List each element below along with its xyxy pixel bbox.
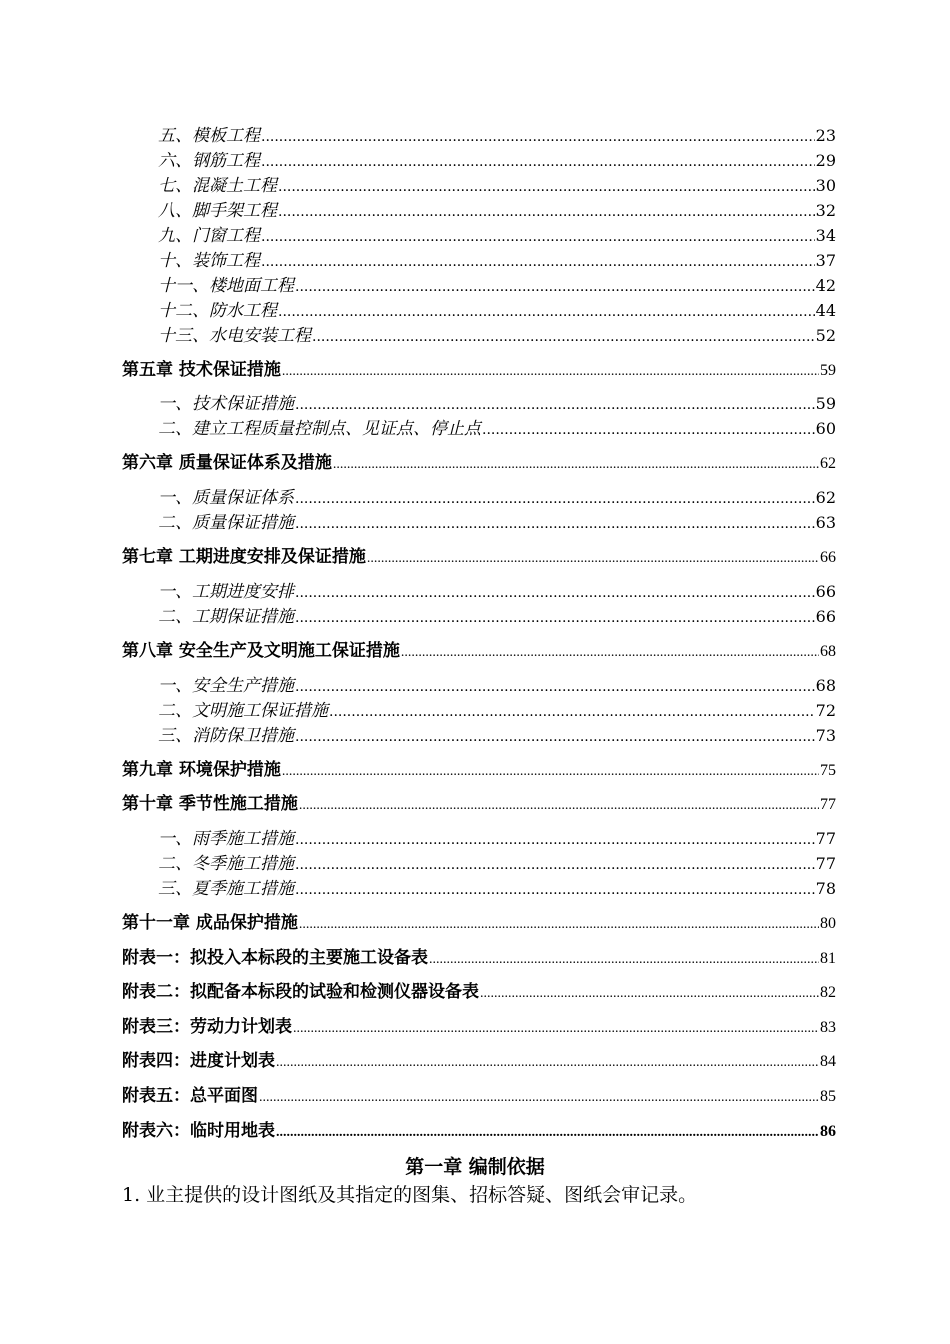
- toc-entry-page: 34: [815, 226, 836, 245]
- toc-entry-label: 附表六：临时用地表: [122, 1121, 275, 1141]
- toc-entry-label: 第八章 安全生产及文明施工保证措施: [122, 641, 400, 661]
- toc-entry-label: 一、工期进度安排: [158, 582, 294, 602]
- toc-leader-dots: [329, 700, 815, 724]
- toc-entry-page: 59: [815, 394, 836, 413]
- toc-entry-page: 42: [815, 276, 836, 295]
- toc-entry-page: 73: [815, 726, 836, 745]
- toc-leader-dots: [295, 512, 815, 536]
- toc-entry: [0, 580, 950, 605]
- toc-entry: [0, 1119, 950, 1145]
- toc-entry: [0, 299, 950, 324]
- toc-entry-label: 附表二：拟配备本标段的试验和检测仪器设备表: [122, 982, 479, 1002]
- toc-leader-dots: [261, 250, 815, 274]
- toc-entry-page: 59: [820, 362, 836, 379]
- toc-leader-dots: [299, 794, 819, 818]
- toc-entry: [0, 792, 950, 818]
- toc-entry: [0, 174, 950, 199]
- toc-entry: [0, 605, 950, 630]
- toc-entry: [0, 827, 950, 852]
- toc-entry-page: 80: [820, 915, 836, 932]
- toc-entry-label: 一、安全生产措施: [158, 676, 294, 696]
- toc-entry-label: 附表四：进度计划表: [122, 1051, 275, 1071]
- toc-entry-page: 44: [815, 301, 836, 320]
- toc-leader-dots: [295, 487, 815, 511]
- toc-leader-dots: [295, 675, 815, 699]
- toc-entry-label: 七、混凝土工程: [158, 176, 277, 196]
- toc-leader-dots: [276, 1121, 819, 1145]
- toc-entry-page: 81: [820, 950, 836, 967]
- toc-entry-label: 二、工期保证措施: [158, 607, 294, 627]
- toc-entry: [0, 124, 950, 149]
- toc-entry-label: 第九章 环境保护措施: [122, 760, 281, 780]
- toc-entry-page: 77: [815, 829, 836, 848]
- toc-leader-dots: [367, 547, 819, 571]
- toc-entry-page: 75: [820, 762, 836, 779]
- toc-entry-page: 29: [815, 151, 836, 170]
- toc-entry-label: 附表五：总平面图: [122, 1086, 258, 1106]
- toc-entry-label: 五、模板工程: [158, 126, 260, 146]
- toc-entry-page: 60: [815, 419, 836, 438]
- toc-entry: [0, 911, 950, 937]
- toc-entry-page: 62: [815, 488, 836, 507]
- toc-leader-dots: [259, 1086, 819, 1110]
- toc-entry-page: 68: [815, 676, 836, 695]
- toc-entry-page: 23: [815, 126, 836, 145]
- toc-entry-page: 32: [815, 201, 836, 220]
- toc-leader-dots: [299, 913, 819, 937]
- toc-entry: [0, 724, 950, 749]
- toc-entry-page: 86: [820, 1123, 836, 1140]
- toc-entry: [0, 274, 950, 299]
- toc-entry-label: 一、质量保证体系: [158, 488, 294, 508]
- toc-leader-dots: [295, 581, 815, 605]
- toc-entry-label: 第七章 工期进度安排及保证措施: [122, 547, 366, 567]
- toc-entry-label: 八、脚手架工程: [158, 201, 277, 221]
- toc-leader-dots: [261, 125, 815, 149]
- toc-entry: [0, 1015, 950, 1041]
- toc-entry-page: 52: [815, 326, 836, 345]
- list-item: 1. 业主提供的设计图纸及其指定的图集、招标答疑、图纸会审记录。: [122, 1184, 698, 1206]
- toc-entry-page: 66: [820, 549, 836, 566]
- toc-leader-dots: [261, 150, 815, 174]
- toc-entry-page: 62: [820, 455, 836, 472]
- toc-leader-dots: [482, 418, 815, 442]
- toc-entry-label: 十二、防水工程: [158, 301, 277, 321]
- toc-entry-page: 63: [815, 513, 836, 532]
- toc-entry-label: 二、文明施工保证措施: [158, 701, 328, 721]
- toc-entry: [0, 545, 950, 571]
- toc-leader-dots: [401, 641, 819, 665]
- toc-entry-label: 第五章 技术保证措施: [122, 360, 281, 380]
- toc-entry-label: 十一、楼地面工程: [158, 276, 294, 296]
- toc-leader-dots: [293, 1017, 819, 1041]
- toc-entry: [0, 392, 950, 417]
- toc-entry-page: 68: [820, 643, 836, 660]
- toc-entry-label: 第十一章 成品保护措施: [122, 913, 298, 933]
- toc-leader-dots: [278, 300, 815, 324]
- toc-entry-page: 77: [820, 796, 836, 813]
- toc-entry: [0, 980, 950, 1006]
- toc-entry-page: 72: [815, 701, 836, 720]
- toc-entry: [0, 877, 950, 902]
- toc-leader-dots: [333, 453, 819, 477]
- toc-entry: [0, 199, 950, 224]
- toc-entry-page: 82: [820, 984, 836, 1001]
- toc-leader-dots: [295, 606, 815, 630]
- toc-entry: [0, 639, 950, 665]
- toc-entry: [0, 324, 950, 349]
- toc-leader-dots: [295, 878, 815, 902]
- toc-leader-dots: [295, 275, 815, 299]
- toc-entry-label: 六、钢筋工程: [158, 151, 260, 171]
- toc-entry: [0, 946, 950, 972]
- toc-entry-label: 十、装饰工程: [158, 251, 260, 271]
- toc-entry-label: 第十章 季节性施工措施: [122, 794, 298, 814]
- toc-entry-label: 附表三：劳动力计划表: [122, 1017, 292, 1037]
- toc-entry-page: 77: [815, 854, 836, 873]
- toc-entry: [0, 358, 950, 384]
- toc-entry-page: 66: [815, 582, 836, 601]
- toc-entry-label: 二、冬季施工措施: [158, 854, 294, 874]
- toc-entry-label: 一、雨季施工措施: [158, 829, 294, 849]
- toc-entry: [0, 511, 950, 536]
- chapter-heading: 第一章 编制依据: [405, 1156, 545, 1178]
- toc-entry-page: 78: [815, 879, 836, 898]
- toc-leader-dots: [278, 175, 815, 199]
- toc-leader-dots: [295, 725, 815, 749]
- toc-entry: [0, 699, 950, 724]
- toc-leader-dots: [276, 1051, 819, 1075]
- toc-entry-label: 三、消防保卫措施: [158, 726, 294, 746]
- toc-entry-page: 37: [815, 251, 836, 270]
- toc-leader-dots: [429, 948, 819, 972]
- toc-leader-dots: [295, 828, 815, 852]
- toc-entry-label: 附表一：拟投入本标段的主要施工设备表: [122, 948, 428, 968]
- toc-leader-dots: [278, 200, 815, 224]
- toc-entry: [0, 758, 950, 784]
- toc-entry: [0, 674, 950, 699]
- toc-entry-label: 三、夏季施工措施: [158, 879, 294, 899]
- toc-entry: [0, 486, 950, 511]
- toc-leader-dots: [480, 982, 819, 1006]
- toc-entry-label: 十三、水电安装工程: [158, 326, 311, 346]
- toc-entry: [0, 852, 950, 877]
- toc-entry: [0, 1049, 950, 1075]
- toc-leader-dots: [312, 325, 815, 349]
- toc-leader-dots: [261, 225, 815, 249]
- toc-entry-page: 83: [820, 1019, 836, 1036]
- toc-entry: [0, 451, 950, 477]
- toc-entry: [0, 224, 950, 249]
- toc-leader-dots: [295, 393, 815, 417]
- toc-entry-label: 一、技术保证措施: [158, 394, 294, 414]
- toc-entry-page: 84: [820, 1053, 836, 1070]
- toc-entry-label: 二、质量保证措施: [158, 513, 294, 533]
- toc-leader-dots: [282, 760, 819, 784]
- toc-entry-label: 二、建立工程质量控制点、见证点、停止点: [158, 419, 481, 439]
- toc-entry-page: 30: [815, 176, 836, 195]
- toc-entry: [0, 149, 950, 174]
- toc-entry-page: 66: [815, 607, 836, 626]
- toc-entry: [0, 417, 950, 442]
- toc-leader-dots: [295, 853, 815, 877]
- toc-entry-label: 第六章 质量保证体系及措施: [122, 453, 332, 473]
- toc-entry-page: 85: [820, 1088, 836, 1105]
- toc-entry: [0, 1084, 950, 1110]
- toc-entry: [0, 249, 950, 274]
- toc-leader-dots: [282, 360, 819, 384]
- toc-entry-label: 九、门窗工程: [158, 226, 260, 246]
